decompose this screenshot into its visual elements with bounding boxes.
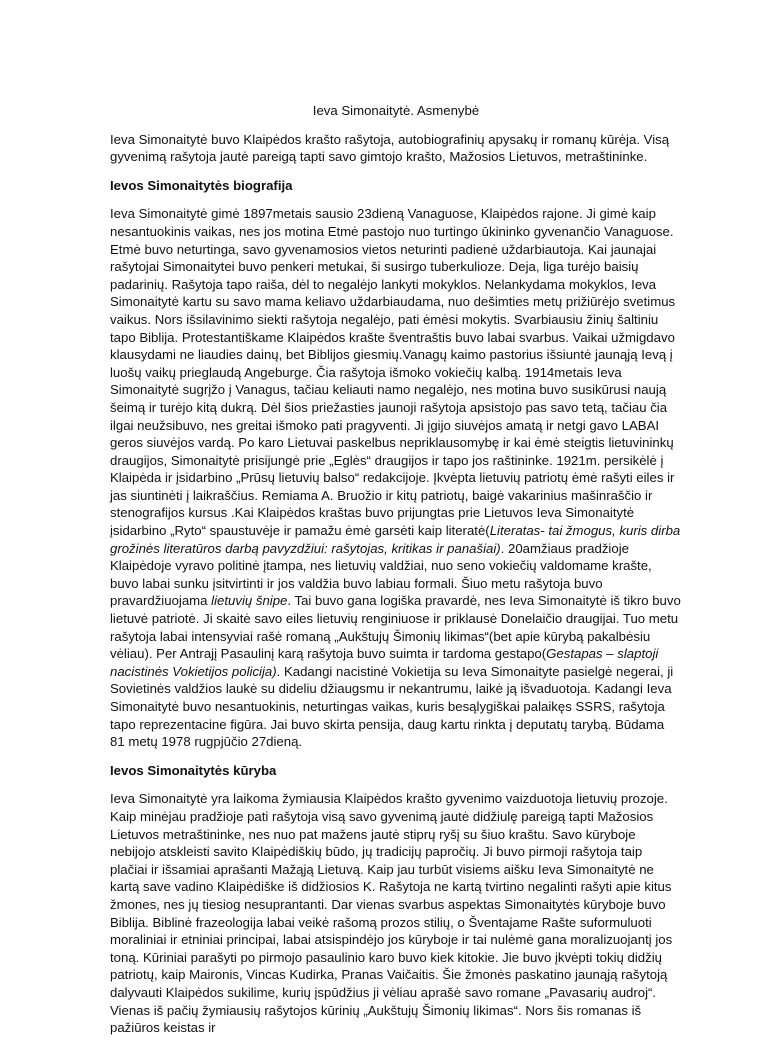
biography-text-2: . 20amžiaus pradžioje Klaipėdoje vyravo politinė įtampa, nes lietuvių valdžiai, nuo seno vokiečių valdomame krašte, buvo labai sunku įsitvirtinti ir jos valdžia buvo labiau formali. Šiuo metu rašytoja buvo pravardžiuojama <box>110 540 652 609</box>
intro-paragraph: Ieva Simonaitytė buvo Klaipėdos krašto rašytoja, autobiografinių apysakų ir romanų kūrėja. Visą gyvenimą rašytoja jautė pareigą tapti savo gimtojo krašto, Mažosios Lietuvos, metraštininke. <box>110 131 670 165</box>
creative-work-heading: Ievos Simonaitytės kūryba <box>110 762 277 778</box>
biography-heading: Ievos Simonaitytės biografija <box>110 177 293 193</box>
document-body <box>110 102 682 1048</box>
nickname-spy: lietuvių šnipe <box>211 593 288 609</box>
biography-text-4: . Kadangi nacistinė Vokietija su Ieva Simonaityte pasielgė negerai, ji Sovietinės valdžios laukė su dideliu džiaugsmu ir nekantrumu, laikė ją išvaduotoja. Kadangi Ieva Simonaitytė buvo nesantuokinis, neturtingas vaikas, kuris besąlygiškai palaikęs SSRS, rašytoja tapo reprezentacine figūra. Jai buvo skirta pensija, daug kartu rinkta į deputatų tarybą. Būdama 81 metų 1978 rugpjūčio 27dieną. <box>110 663 674 750</box>
biography-text-3: . Tai buvo gana logiška pravardė, nes Ieva Simonaitytė iš tikro buvo lietuvė patriotė. Ji skaitė savo eiles lietuvių renginiuose ir priklausė Donelaičio draugijai. Tuo metu rašytoja labai intensyviai rašė romaną „Aukštujų Šimonių likimas“(bet apie kūrybą pakalbėsiu vėliau). Per Antrajį Pasaulinį karą rašytoja buvo suimta ir tardoma gestapo( <box>110 593 681 662</box>
gestapas-definition: Gestapas – slaptoji nacistinės Vokietijos policija) <box>110 646 659 679</box>
document-title: Ieva Simonaitytė. Asmenybė <box>312 103 480 118</box>
biography-paragraph <box>110 205 682 750</box>
biography-text-1: Ieva Simonaitytė gimė 1897metais sausio 23dieną Vanaguose, Klaipėdos rajone. Ji gimė kaip nesantuokinis vaikas, nes jos motina Etmė pastojo nuo turtingo ūkininko gyvenančio Vanaguose. Etmė buvo neturtinga, savo gyvenamosios vietos neturinti padienė uždarbiautoja. Kai jaunajai rašytojai Simonaitytei buvo penkeri metukai, ši susirgo tuberkulioze. Deja, liga turėjo baisių padarinių. Rašytoja tapo raiša, dėl to negalėjo lankyti mokyklos. Nelankydama mokyklos, Ieva Simonaitytė kartu su savo mama keliavo uždarbiaudama, nuo dešimties metų prižiūrėjo svetimus vaikus. Nors išsilavinimo siekti rašytoja negalėjo, pati ėmėsi mokytis. Svarbiausiu žinių šaltiniu tapo Biblija. Protestantiškame Klaipėdos krašte šventraštis buvo labai svarbus. Vaikai užmigdavo klausydami ne liaudies dainų, bet Biblijos giesmių.Vanagų kaimo pastorius išsiuntė jaunąją Ievą į luošų vaikų prieglaudą Angeburge. Čia rašytoja išmoko vokiečių kalbą. 1914metais Ieva Simonaitytė sugrįžo į Vanagus, tačiau keliauti namo negalėjo, nes motina buvo susikūrusi naują šeimą ir turėjo kitą dukrą. Dėl šios priežasties jaunoji rašytoja apsistojo pas savo tetą, tačiau čia ilgai neužsibuvo, nes greitai išmoko pati pragyventi. Ji įgijo siuvėjos amatą ir netgi gavo LABAI geros siuvėjos vardą. Po karo Lietuvai paskelbus nepriklausomybę ir kai ėmė steigtis lietuvininkų draugijos, Simonaitytė prisijungė prie „Eglės“ draugijos ir tapo jos raštininke. 1921m. persikėlė į Klaipėda ir įsidarbino „Prūsų lietuvių balso“ redakcijoje. Įkvėpta lietuvių patriotų ėmė rašyti eiles ir jas siuntinėti į laikraščius. Remiama A. Bruožio ir kitų patriotų, baigė vakarinius mašinraščio ir stenografijos kursus .Kai Klaipėdos kraštas buvo prijungtas prie Lietuvos Ieva Simonaitytė įsidarbino „Ryto“ spaustuvėje ir pamažu ėmė garsėti kaip literatė( <box>110 206 676 539</box>
literatas-definition: Literatas- tai žmogus, kuris dirba grožinės literatūros darbą pavyzdžiui: rašytojas, kritikas ir panašiai) <box>110 523 681 556</box>
creative-work-paragraph: Ieva Simonaitytė yra laikoma žymiausia Klaipėdos krašto gyvenimo vaizduotoja lietuvių prozoje. Kaip minėjau pradžioje pati rašytoja visą savo gyvenimą jautė didžiulę pareigą tapti Mažosios Lietuvos metraštininke, nes nuo pat mažens jautė stiprų ryšį su šiuo kraštu. Savo kūryboje nebijojo atskleisti savito Klaipėdiškių būdo, jų tradicijų papročių. Ji buvo pirmoji rašytoja taip plačiai ir išsamiai aprašanti Mažąją Lietuvą. Kaip jau turbūt visiems aišku Ieva Simonaitytė ne kartą save vadino Klaipėdiške iš didžiosios K. Rašytoja ne kartą tvirtino negalinti rašyti apie kitus žmones, nes jų tiesiog nesuprantanti. Dar vienas svarbus aspektas Simonaitytės kūryboje buvo Biblija. Biblinė frazeologija labai veikė rašomą prozos stilių, o Šventajame Rašte suformuluoti moraliniai ir etniniai principai, labai atsispindėjo jos kūryboje ir tai nulėmė gana moralizuojantį jos toną. Kūriniai parašyti po pirmojo pasaulinio karo buvo kiek kitokie. Jie buvo įkvėpti tokių didžių patriotų, kaip Maironis, Vincas Kudirka, Pranas Vaičaitis. Šie žmonės paskatino jaunąją rašytoją dalyvauti Klaipėdos sukilime, kurių įspūdžius ji vėliau aprašė savo romane „Pavasarių audroj“. Vienas iš pačių žymiausių rašytojos kūrinių „Aukštujų Šimonių likimas“. Nors šis romanas iš pažiūros keistas ir <box>110 791 673 1036</box>
